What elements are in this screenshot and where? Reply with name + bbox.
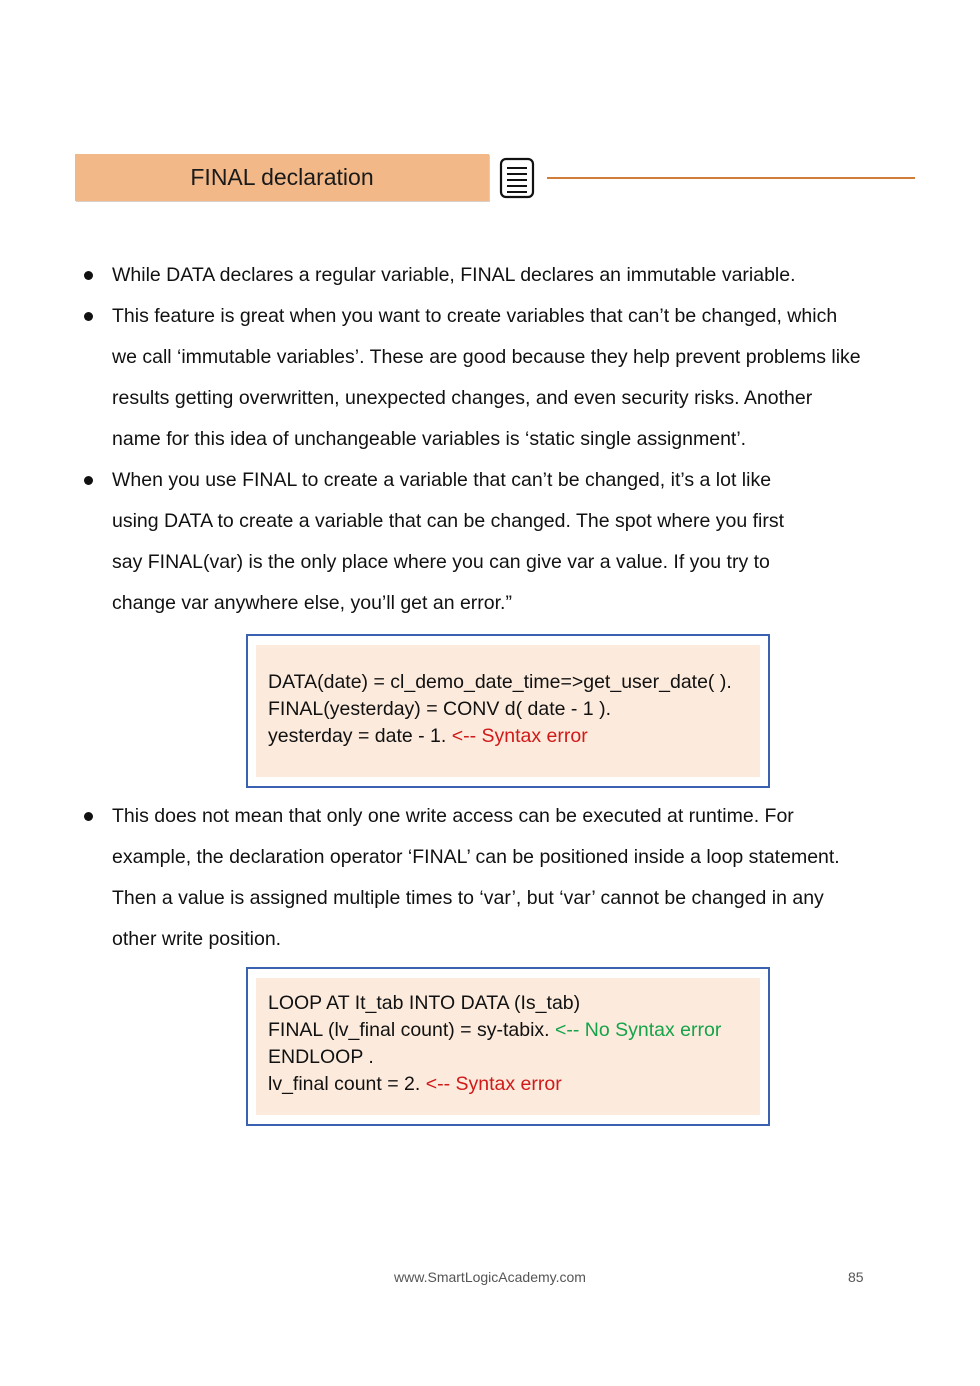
list-item [80,296,910,460]
bullet-list-1 [80,255,910,624]
syntax-error-note: <-- Syntax error [425,1073,562,1095]
code-example-2 [246,967,770,1126]
code-line: ENDLOOP . [268,1046,374,1068]
list-item [80,796,910,960]
code-lines [268,990,721,1098]
footer-url: www.SmartLogicAcademy.com [394,1269,586,1285]
code-background [256,645,760,777]
paragraph-line: say FINAL(var) is the only place where you can give var a value. If you try to [112,551,770,573]
list-item [80,255,910,296]
bullet-icon [84,812,93,821]
code-text: yesterday = date - 1. [268,725,447,747]
document-icon [498,157,536,199]
code-line [268,1017,721,1044]
paragraph-line: While DATA declares a regular variable, FINAL declares an immutable variable. [112,264,796,286]
bullet-icon [84,476,93,485]
code-lines [268,669,732,750]
paragraph-line: change var anywhere else, you’ll get an error.” [112,592,512,614]
section-header [75,154,489,201]
bullet-icon [84,312,93,321]
paragraph-line: other write position. [112,928,282,950]
paragraph-line: using DATA to create a variable that can be changed. The spot where you first [112,510,785,532]
no-syntax-error-note: <-- No Syntax error [555,1019,722,1041]
bullet-icon [84,271,93,280]
paragraph-line: This feature is great when you want to create variables that can’t be changed, which [112,305,838,327]
paragraph-line: This does not mean that only one write access can be executed at runtime. For [112,805,794,827]
section-title: FINAL declaration [190,164,374,190]
code-example-1 [246,634,770,788]
paragraph-line: name for this idea of unchangeable variables is ‘static single assignment’. [112,428,747,450]
code-text: FINAL (lv_final count) = sy-tabix. [268,1019,550,1041]
code-line [268,723,732,750]
syntax-error-note: <-- Syntax error [451,725,588,747]
page-number: 85 [848,1269,864,1285]
header-divider [547,177,915,179]
list-item [80,460,910,624]
paragraph-line: example, the declaration operator ‘FINAL’ can be positioned inside a loop statement. [112,846,840,868]
code-line: LOOP AT It_tab INTO DATA (Is_tab) [268,992,581,1014]
paragraph-line: results getting overwritten, unexpected changes, and even security risks. Another [112,387,813,409]
code-text: lv_final count = 2. [268,1073,421,1095]
code-line: FINAL(yesterday) = CONV d( date - 1 ). [268,698,611,720]
code-background [256,978,760,1115]
bullet-list-2 [80,796,910,960]
code-line: DATA(date) = cl_demo_date_time=>get_user_date( ). [268,671,732,693]
paragraph-line: Then a value is assigned multiple times to ‘var’, but ‘var’ cannot be changed in any [112,887,824,909]
paragraph-line: we call ‘immutable variables’. These are good because they help prevent problems like [112,346,861,368]
paragraph-line: When you use FINAL to create a variable that can’t be changed, it’s a lot like [112,469,772,491]
code-line [268,1071,721,1098]
